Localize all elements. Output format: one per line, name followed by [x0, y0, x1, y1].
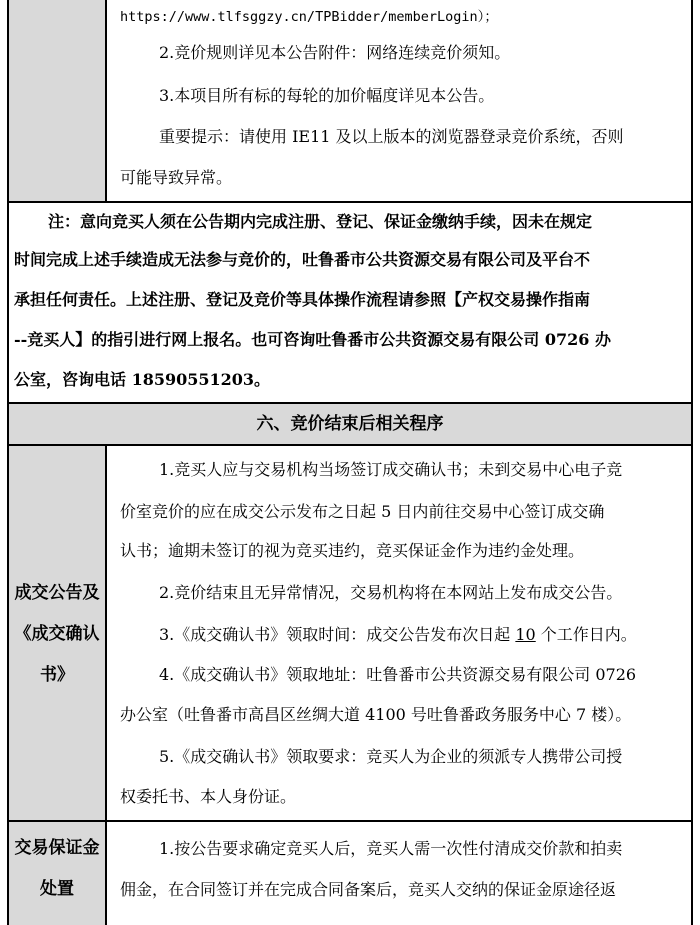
row-divider-4 [7, 820, 693, 822]
tip-text-continued: 可能导致异常。 [120, 168, 233, 187]
announcement-line-5 [159, 618, 637, 651]
important-tip [159, 120, 624, 153]
rule-line-2: 2.竞价规则详见本公告附件：网络连续竞价须知。 [159, 43, 511, 62]
column-divider-top [105, 0, 107, 201]
announcement-line-7: 办公室（吐鲁番市高昌区丝绸大道 4100 号吐鲁番政务服务中心 7 楼）。 [120, 705, 632, 724]
column-divider-deposit [105, 822, 107, 925]
note-line-3: 承担任何责任。上述注册、登记及竞价等具体操作流程请参照【产权交易操作指南 [14, 290, 591, 309]
tip-label: 重要提示： [159, 127, 240, 146]
deposit-label [9, 828, 105, 910]
deposit-label-line-2: 处置 [40, 879, 74, 899]
note-line-5: 公室，咨询电话 18590551203。 [14, 370, 271, 389]
column-divider-announcement [105, 446, 107, 820]
deposit-label-line-1: 交易保证金 [14, 838, 100, 858]
login-url-text: https://www.tlfsggzy.cn/TPBidder/memberLogin）； [120, 9, 498, 25]
announcement-line-3: 认书；逾期未签订的视为竞买违约，竞买保证金作为违约金处理。 [120, 541, 585, 560]
announcement-label-line-2: 《成交确认 [14, 624, 100, 644]
rule-line-3: 3.本项目所有标的每轮的加价幅度详见本公告。 [159, 86, 495, 105]
collection-time-days: 10 [515, 625, 536, 644]
note-line-4: --竞买人】的指引进行网上报名。也可咨询吐鲁番市公共资源交易有限公司 0726 办 [14, 330, 611, 349]
collection-time-suffix: 个工作日内。 [535, 625, 637, 644]
announcement-line-2: 价室竞价的应在成交公示发布之日起 5 日内前往交易中心签订成交确 [120, 502, 605, 521]
announcement-line-4: 2.竞价结束且无异常情况，交易机构将在本网站上发布成交公告。 [159, 583, 623, 602]
row-divider-1 [7, 201, 693, 203]
collection-time-prefix: 3.《成交确认书》领取时间：成交公告发布次日起 [159, 625, 516, 644]
note-line-2: 时间完成上述手续造成无法参与竞价的，吐鲁番市公共资源交易有限公司及平台不 [14, 250, 591, 269]
announcement-label-line-1: 成交公告及 [14, 583, 100, 603]
announcement-line-8: 5.《成交确认书》领取要求：竞买人为企业的须派专人携带公司授 [159, 747, 623, 766]
announcement-line-6: 4.《成交确认书》领取地址：吐鲁番市公共资源交易有限公司 0726 [159, 665, 637, 684]
section-title: 六、竞价结束后相关程序 [256, 414, 444, 434]
row-divider-3 [7, 444, 693, 446]
deposit-line-1: 1.按公告要求确定竞买人后，竞买人需一次性付清成交价款和拍卖 [159, 839, 623, 858]
note-line-1: 注：意向竞买人须在公告期内完成注册、登记、保证金缴纳手续，因未在规定 [48, 212, 593, 231]
announcement-label-line-3: 书》 [40, 665, 74, 685]
deposit-line-2: 佣金，在合同签订并在完成合同备案后，竞买人交纳的保证金原途径返 [120, 880, 617, 899]
announcement-line-1: 1.竞买人应与交易机构当场签订成交确认书；未到交易中心电子竞 [159, 460, 623, 479]
tip-text: 请使用 IE11 及以上版本的浏览器登录竞价系统，否则 [239, 127, 624, 146]
announcement-line-9: 权委托书、本人身份证。 [120, 787, 297, 806]
announcement-label [9, 573, 105, 696]
